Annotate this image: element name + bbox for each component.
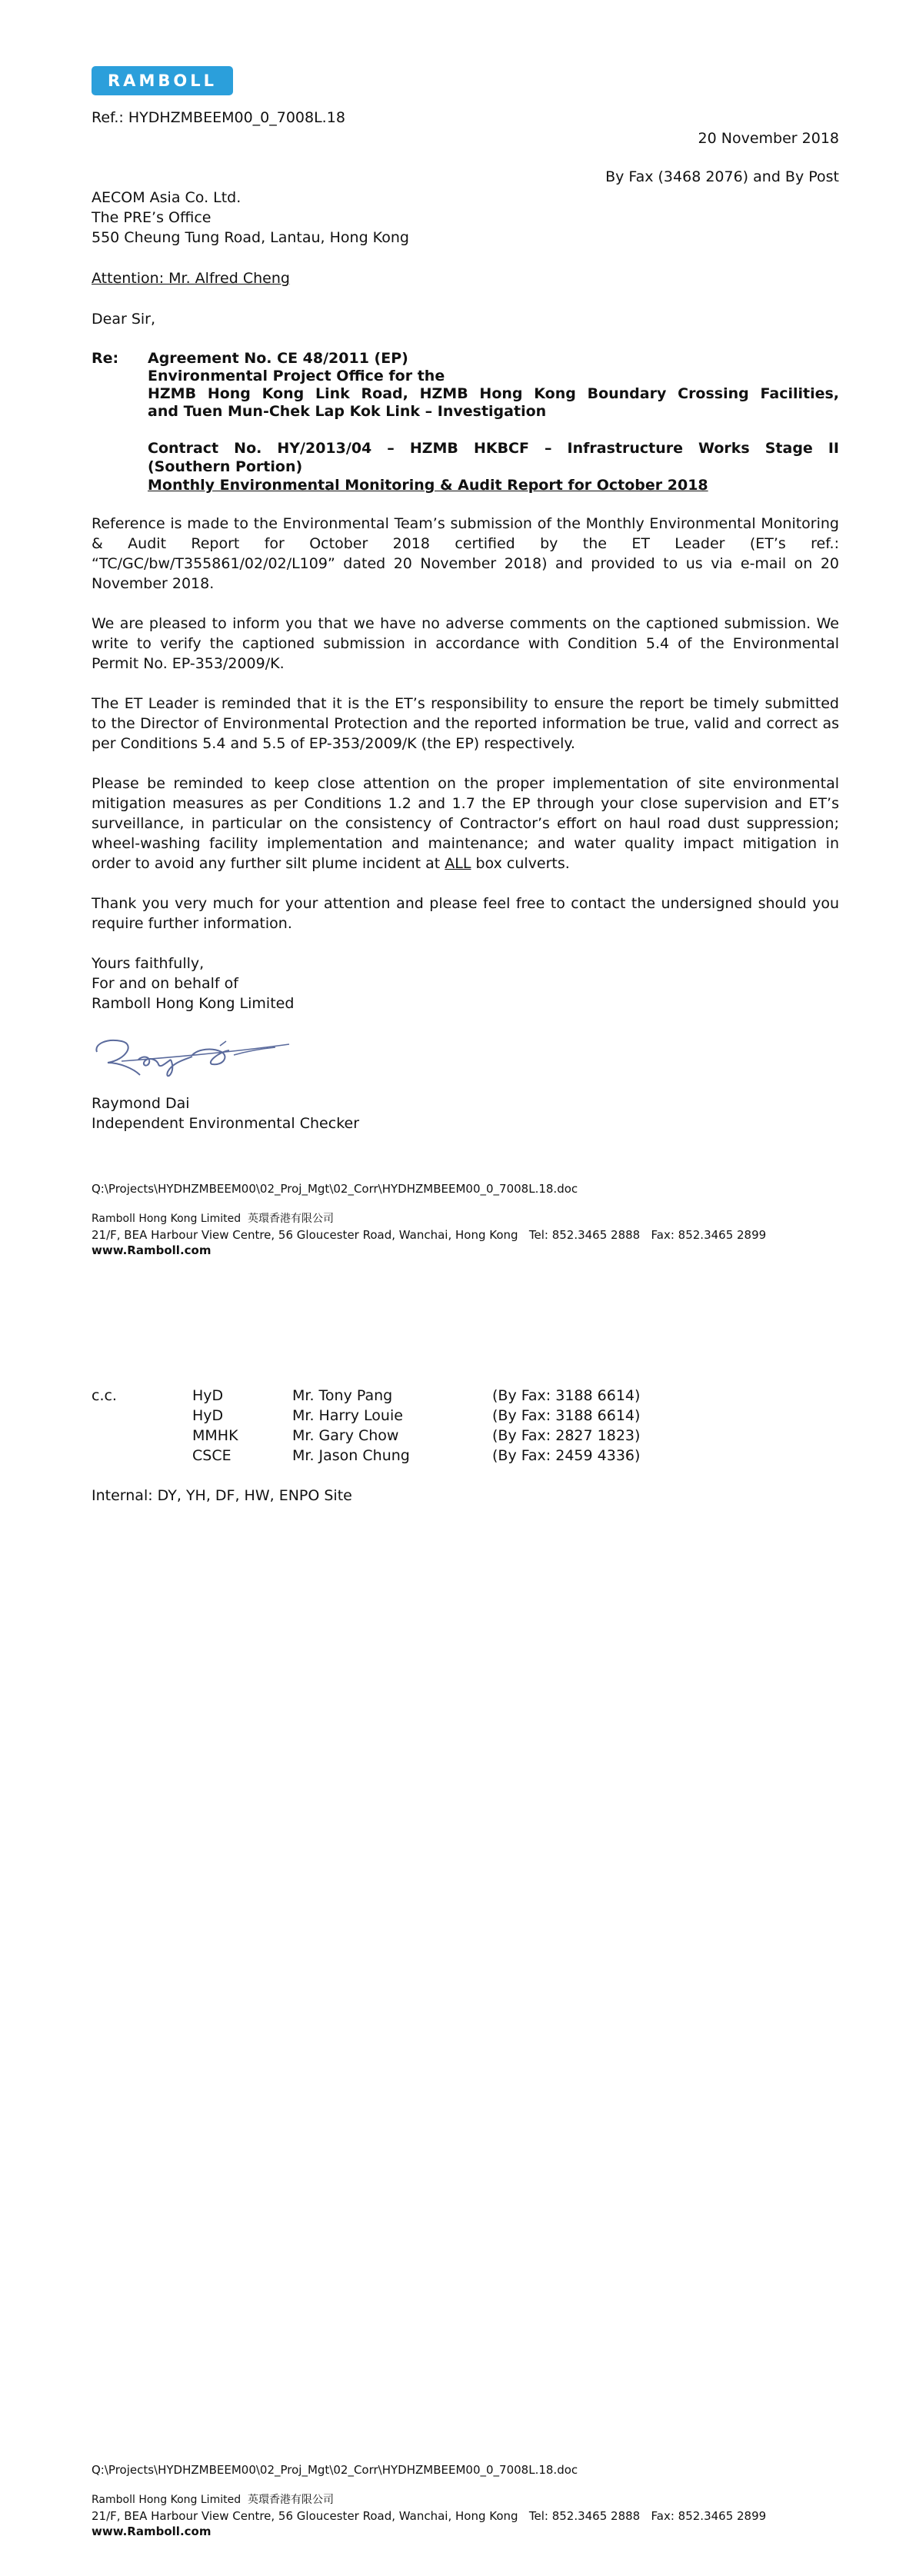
closing-company: Ramboll Hong Kong Limited [92, 995, 295, 1012]
footer-tel: Tel: 852.3465 2888 [528, 1228, 641, 1242]
re-project-line-2: and Tuen Mun-Chek Lap Kok Link – Investigation [148, 403, 547, 420]
signature-image [91, 1029, 295, 1083]
cc-fax: (By Fax: 3188 6614) [492, 1387, 641, 1404]
addressee-office: The PRE’s Office [92, 209, 212, 226]
signatory-title: Independent Environmental Checker [92, 1115, 360, 1132]
cc-name: Mr. Tony Pang [292, 1387, 393, 1404]
attention-line: Attention: Mr. Alfred Cheng [92, 270, 290, 287]
footer-tel: Tel: 852.3465 2888 [528, 2509, 641, 2523]
footer-company [92, 2493, 334, 2507]
file-path: Q:\Projects\HYDHZMBEEM00\02_Proj_Mgt\02_Corr\HYDHZMBEEM00_0_7008L.18.doc [92, 2463, 578, 2477]
cc-fax: (By Fax: 2827 1823) [492, 1427, 641, 1444]
footer-address-line [92, 1227, 766, 1243]
cc-org: HyD [192, 1387, 224, 1404]
cc-org: HyD [192, 1407, 224, 1424]
footer-website[interactable]: www.Ramboll.com [92, 1243, 212, 1257]
re-contract-portion: (Southern Portion) [148, 458, 303, 475]
paragraph-4 [92, 774, 839, 874]
footer-company-name: Ramboll Hong Kong Limited [92, 1213, 241, 1225]
cc-label: c.c. [92, 1387, 117, 1404]
ramboll-logo [92, 66, 233, 95]
paragraph-5: Thank you very much for your attention and please feel free to contact the undersigned should you require further information. [92, 895, 839, 932]
letter-date: 20 November 2018 [698, 130, 839, 147]
footer-company-cn: 英環香港有限公司 [248, 1213, 334, 1225]
cc-name: Mr. Harry Louie [292, 1407, 403, 1424]
cc-org: MMHK [192, 1427, 238, 1444]
file-path: Q:\Projects\HYDHZMBEEM00\02_Proj_Mgt\02_Corr\HYDHZMBEEM00_0_7008L.18.doc [92, 1182, 578, 1196]
reference-number: Ref.: HYDHZMBEEM00_0_7008L.18 [92, 109, 345, 126]
re-report-title: Monthly Environmental Monitoring & Audit Report for October 2018 [148, 477, 708, 494]
cc-org: CSCE [192, 1447, 231, 1464]
paragraph-4-text: Please be reminded to keep close attention on the proper implementation of site environmental mitigation measures as per Conditions 1.2 and 1.7 the EP through your close supervision and ET’s surveillance, in particular on the consistency of Contractor’s effort on haul road dust suppression; wheel-washing facility implementation and maintenance; and water quality impact mitigation in order to avoid any further silt plume incident at [92, 775, 839, 872]
re-project-office: Environmental Project Office for the [148, 368, 445, 384]
footer-address: 21/F, BEA Harbour View Centre, 56 Gloucester Road, Wanchai, Hong Kong [92, 2509, 518, 2523]
logo-text: RAMBOLL [108, 72, 217, 90]
delivery-method: By Fax (3468 2076) and By Post [605, 168, 839, 185]
footer-website[interactable]: www.Ramboll.com [92, 2524, 212, 2538]
re-label: Re: [92, 350, 119, 367]
footer-company [92, 1212, 334, 1226]
footer-company-name: Ramboll Hong Kong Limited [92, 2494, 241, 2506]
re-project-line: HZMB Hong Kong Link Road, HZMB Hong Kong Boundary Crossing Facilities, [148, 385, 839, 402]
addressee-company: AECOM Asia Co. Ltd. [92, 189, 241, 206]
internal-distribution: Internal: DY, YH, DF, HW, ENPO Site [92, 1487, 352, 1504]
paragraph-1: Reference is made to the Environmental Team’s submission of the Monthly Environmental Monitoring & Audit Report for October 2018 certified by the ET Leader (ET’s ref.: “TC/GC/bw/T355861/02/02/L109” dated 20 November 2018) and provided to us via e-mail on 20 November 2018. [92, 515, 839, 592]
signatory-name: Raymond Dai [92, 1095, 190, 1112]
footer-company-cn: 英環香港有限公司 [248, 2494, 334, 2506]
re-agreement: Agreement No. CE 48/2011 (EP) [148, 350, 408, 367]
re-contract: Contract No. HY/2013/04 – HZMB HKBCF – Infrastructure Works Stage II [148, 440, 839, 457]
paragraph-4-end: box culverts. [471, 855, 570, 872]
closing-yours: Yours faithfully, [92, 955, 205, 972]
paragraph-4-emphasis: ALL [445, 855, 471, 872]
paragraph-2: We are pleased to inform you that we have no adverse comments on the captioned submission. We write to verify the captioned submission in accordance with Condition 5.4 of the Environmental Permit No. EP-353/2009/K. [92, 615, 839, 672]
footer-fax: Fax: 852.3465 2899 [651, 1228, 767, 1242]
cc-fax: (By Fax: 2459 4336) [492, 1447, 641, 1464]
cc-name: Mr. Jason Chung [292, 1447, 410, 1464]
addressee-address: 550 Cheung Tung Road, Lantau, Hong Kong [92, 229, 409, 246]
salutation: Dear Sir, [92, 311, 156, 328]
cc-fax: (By Fax: 3188 6614) [492, 1407, 641, 1424]
closing-behalf: For and on behalf of [92, 975, 238, 992]
cc-name: Mr. Gary Chow [292, 1427, 399, 1444]
footer-fax: Fax: 852.3465 2899 [651, 2509, 767, 2523]
footer-address-line [92, 2508, 766, 2524]
paragraph-3: The ET Leader is reminded that it is the ET’s responsibility to ensure the report be timely submitted to the Director of Environmental Protection and the reported information be true, valid and correct as per Conditions 5.4 and 5.5 of EP-353/2009/K (the EP) respectively. [92, 695, 839, 752]
footer-address: 21/F, BEA Harbour View Centre, 56 Gloucester Road, Wanchai, Hong Kong [92, 1228, 518, 1242]
